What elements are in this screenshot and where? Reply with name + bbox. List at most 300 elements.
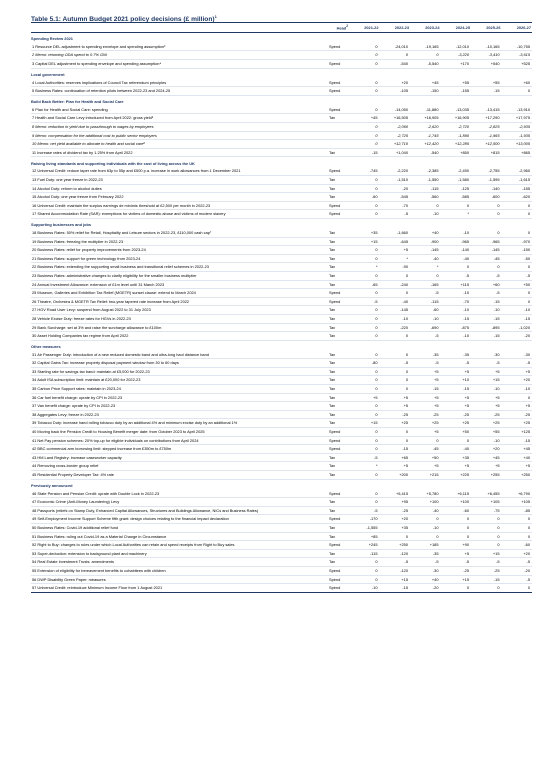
row-value-2024-25: * — [441, 210, 472, 219]
row-value-2021-22: -80 — [349, 359, 380, 368]
row-value-2026-27: -150 — [502, 246, 533, 255]
row-value-2022-23: -105 — [380, 87, 411, 96]
row-value-2023-24: -11,880 — [410, 106, 441, 114]
table-row — [31, 306, 532, 315]
row-value-2022-23: 0 — [380, 428, 411, 437]
row-value-2021-22: +15 — [349, 237, 380, 246]
row-head-type: Tax — [329, 367, 349, 376]
row-value-2021-22: 0 — [349, 60, 380, 69]
row-description: 5 Business Rates: continuation of retention pilots between 2022-23 and 2024-25 — [31, 87, 329, 96]
row-value-2026-27: 0 — [502, 229, 533, 237]
row-value-2024-25: +15 — [441, 575, 472, 584]
row-value-2026-27: -5 — [502, 359, 533, 368]
row-value-2026-27: -25 — [502, 410, 533, 419]
row-value-2023-24: -2,385 — [410, 167, 441, 175]
row-head-type: Spend — [329, 167, 349, 175]
row-value-2026-27: -155 — [502, 184, 533, 193]
row-value-2025-26: +15 — [471, 376, 502, 385]
row-value-2021-22: -1,555 — [349, 523, 380, 532]
row-value-2025-26: -1,965 — [471, 131, 502, 140]
table-row — [31, 376, 532, 385]
row-value-2023-24: -40 — [410, 506, 441, 515]
row-value-2022-23: -70 — [380, 201, 411, 210]
row-value-2025-26: -10,165 — [471, 43, 502, 51]
row-value-2021-22: +85 — [349, 532, 380, 541]
table-row — [31, 176, 532, 185]
row-value-2025-26: +5 — [471, 393, 502, 402]
table-row — [31, 51, 532, 60]
row-value-2022-23: -14,050 — [380, 106, 411, 114]
table-row — [31, 60, 532, 69]
row-value-2023-24: -15 — [410, 385, 441, 394]
row-value-2025-26: +60 — [471, 280, 502, 289]
table-row — [31, 323, 532, 332]
row-value-2026-27: +125 — [502, 428, 533, 437]
row-value-2026-27: +6,790 — [502, 490, 533, 498]
row-value-2023-24: 0 — [410, 532, 441, 541]
row-description: 21 Business Rates: support for green technology from 2023-24 — [31, 254, 329, 263]
row-value-2023-24: 0 — [410, 436, 441, 445]
row-value-2024-25: +25 — [441, 419, 472, 428]
table-body — [31, 32, 532, 592]
row-value-2021-22: -60 — [349, 193, 380, 202]
table-row — [31, 506, 532, 515]
row-value-2021-22: 0 — [349, 254, 380, 263]
row-value-2025-26: 0 — [471, 584, 502, 593]
section-heading-row — [31, 479, 532, 490]
row-value-2022-23: -24,010 — [380, 43, 411, 51]
row-description: 15 Alcohol Duty: one year freeze from February 2022 — [31, 193, 329, 202]
row-description: 31 Air Passenger Duty: introduction of a new reduced domestic band and ultra-long haul distance band — [31, 351, 329, 359]
row-value-2024-25: -3,220 — [441, 51, 472, 60]
row-description: 53 Super-deduction: extension to background plant and machinery — [31, 549, 329, 558]
table-row — [31, 402, 532, 411]
row-value-2022-23: +25 — [380, 419, 411, 428]
table-row — [31, 314, 532, 323]
section-heading: Local government — [31, 68, 532, 79]
row-value-2022-23: +12,710 — [380, 140, 411, 149]
row-value-2022-23: -145 — [380, 306, 411, 315]
row-description: 14 Alcohol Duty: reform to alcohol duties — [31, 184, 329, 193]
row-value-2024-25: -13,035 — [441, 106, 472, 114]
column-header-description — [31, 23, 329, 33]
column-header-2025-26: 2025-26 — [486, 24, 501, 30]
table-row — [31, 193, 532, 202]
row-value-2025-26: -140 — [471, 184, 502, 193]
row-value-2024-25: -10 — [441, 289, 472, 298]
row-value-2022-23: * — [380, 254, 411, 263]
row-value-2021-22: -5 — [349, 453, 380, 462]
row-value-2022-23: -10 — [380, 314, 411, 323]
row-value-2024-25: +5 — [441, 462, 472, 471]
row-value-2026-27: -2,960 — [502, 167, 533, 175]
row-value-2026-27: 0 — [502, 523, 533, 532]
row-value-2025-26: -1,595 — [471, 176, 502, 185]
column-header-2021-22: 2021-22 — [364, 24, 379, 30]
row-value-2022-23: -2,060 — [380, 123, 411, 132]
row-value-2021-22: -65 — [349, 280, 380, 289]
row-description: 28 Vehicle Excise Duty: freeze rates for HGVs in 2022-23 — [31, 314, 329, 323]
row-value-2026-27: 0 — [502, 532, 533, 541]
row-head-type: Tax — [329, 549, 349, 558]
table-row — [31, 332, 532, 341]
row-value-2024-25: -5 — [441, 359, 472, 368]
row-value-2021-22: 0 — [349, 575, 380, 584]
row-value-2026-27: -60 — [502, 541, 533, 550]
row-value-2022-23: -240 — [380, 280, 411, 289]
row-value-2026-27: +20 — [502, 549, 533, 558]
row-value-2024-25: -585 — [441, 193, 472, 202]
row-head-type: Tax — [329, 237, 349, 246]
row-value-2025-26: +255 — [471, 471, 502, 480]
row-value-2021-22: 0 — [349, 498, 380, 507]
row-value-2022-23: -5 — [380, 359, 411, 368]
row-head-type: Tax — [329, 419, 349, 428]
row-value-2024-25: -70 — [441, 297, 472, 306]
row-head-type: Spend — [329, 210, 349, 219]
row-value-2023-24: +215 — [410, 471, 441, 480]
row-value-2023-24: +50 — [410, 453, 441, 462]
row-value-2025-26: 0 — [471, 523, 502, 532]
row-value-2026-27: +105 — [502, 498, 533, 507]
row-head-type: Tax — [329, 114, 349, 123]
row-value-2026-27: 0 — [502, 515, 533, 524]
row-description: 51 Business Rates: ruling out Covid-19 as a Material Change in Circumstance — [31, 532, 329, 541]
row-head-type: Spend — [329, 575, 349, 584]
column-header-2022-23: 2022-23 — [394, 24, 409, 30]
row-value-2026-27: +20 — [502, 376, 533, 385]
table-row — [31, 184, 532, 193]
row-value-2022-23: -545 — [380, 193, 411, 202]
row-value-2023-24: -5,540 — [410, 60, 441, 69]
section-heading-row — [31, 218, 532, 229]
row-value-2025-26: -13,415 — [471, 106, 502, 114]
row-value-2024-25: -40 — [441, 254, 472, 263]
table-row — [31, 297, 532, 306]
row-value-2026-27: +13,005 — [502, 140, 533, 149]
table-row — [31, 436, 532, 445]
table-row — [31, 541, 532, 550]
row-head-type: Tax — [329, 254, 349, 263]
row-value-2025-26: -10 — [471, 436, 502, 445]
row-value-2022-23: -220 — [380, 323, 411, 332]
row-value-2022-23: 0 — [380, 271, 411, 280]
row-value-2022-23: -1,510 — [380, 176, 411, 185]
row-value-2023-24: +40 — [410, 229, 441, 237]
row-value-2025-26: -25 — [471, 410, 502, 419]
table-row — [31, 410, 532, 419]
table-row — [31, 167, 532, 175]
row-value-2022-23: -120 — [380, 549, 411, 558]
table-row — [31, 584, 532, 593]
row-value-2026-27: +17,975 — [502, 114, 533, 123]
row-value-2022-23: -15 — [380, 584, 411, 593]
row-value-2025-26: +6,455 — [471, 490, 502, 498]
row-value-2023-24: +5,780 — [410, 490, 441, 498]
row-value-2026-27: -10,755 — [502, 43, 533, 51]
row-head-type: Tax — [329, 306, 349, 315]
row-value-2026-27: +40 — [502, 453, 533, 462]
row-value-2025-26: +105 — [471, 498, 502, 507]
row-value-2023-24: +100 — [410, 498, 441, 507]
row-value-2021-22: +45 — [349, 114, 380, 123]
table-row — [31, 428, 532, 437]
row-description: 34 Adult ISA subscription limit: maintain at £20,000 for 2022-23 — [31, 376, 329, 385]
row-value-2023-24: +40 — [410, 575, 441, 584]
row-description: 25 Museum, Galleries and Exhibition Tax Relief (MGETR) sunset clause: extend to March 2024 — [31, 289, 329, 298]
row-value-2021-22: 0 — [349, 566, 380, 575]
row-value-2022-23: -1,660 — [380, 229, 411, 237]
row-value-2024-25: +225 — [441, 471, 472, 480]
row-head-type: Spend — [329, 79, 349, 87]
row-description: 16 Universal Credit: maintain the surplus earnings de minimis threshold at £2,500 per month in 2022-23 — [31, 201, 329, 210]
row-value-2024-25: -60 — [441, 506, 472, 515]
table-row — [31, 532, 532, 541]
row-value-2023-24: -115 — [410, 297, 441, 306]
table-row — [31, 148, 532, 157]
table-row — [31, 558, 532, 567]
table-row — [31, 123, 532, 132]
row-value-2025-26: -10 — [471, 306, 502, 315]
section-heading: Other measures — [31, 340, 532, 351]
row-value-2026-27: -30 — [502, 351, 533, 359]
row-value-2026-27: +865 — [502, 148, 533, 157]
row-value-2026-27: +5 — [502, 462, 533, 471]
row-value-2022-23: -25 — [380, 410, 411, 419]
row-value-2021-22: 0 — [349, 271, 380, 280]
row-description: 4 Local Authorities: reserves implications of Council Tax referendum principles — [31, 79, 329, 87]
row-value-2022-23: +16,505 — [380, 114, 411, 123]
section-heading-row — [31, 32, 532, 43]
row-value-2021-22: 0 — [349, 123, 380, 132]
row-value-2021-22: 0 — [349, 131, 380, 140]
row-value-2026-27: -15 — [502, 436, 533, 445]
row-value-2025-26: +55 — [471, 79, 502, 87]
row-description: 44 Removing cross-border group relief — [31, 462, 329, 471]
row-description: 38 Aggregates Levy: freeze in 2022-23 — [31, 410, 329, 419]
row-head-type — [329, 140, 349, 149]
row-value-2026-27: +525 — [502, 60, 533, 69]
row-description: 55 Extension of eligibility for bereavement benefits to cohabitees with children — [31, 566, 329, 575]
row-value-2022-23: -15 — [380, 445, 411, 454]
row-value-2022-23: 0 — [380, 436, 411, 445]
row-head-type: Spend — [329, 428, 349, 437]
row-value-2025-26: +5 — [471, 402, 502, 411]
table-row — [31, 131, 532, 140]
row-value-2024-25: +12,285 — [441, 140, 472, 149]
row-value-2025-26: -15 — [471, 575, 502, 584]
row-value-2023-24: -25 — [410, 410, 441, 419]
row-description: 6 Plan for Health and Social Care: spending — [31, 106, 329, 114]
section-heading: Build Back Better: Plan for Health and Social Care — [31, 95, 532, 106]
row-value-2021-22: 0 — [349, 51, 380, 60]
table-row — [31, 87, 532, 96]
row-head-type: Spend — [329, 43, 349, 51]
row-head-type: Spend — [329, 584, 349, 593]
row-description: 54 Real Estate Investment Trusts: amendments — [31, 558, 329, 567]
row-value-2022-23: +15 — [380, 575, 411, 584]
row-value-2021-22: 0 — [349, 410, 380, 419]
row-value-2025-26: +540 — [471, 60, 502, 69]
column-header-head: Head$^2$ — [336, 24, 348, 31]
column-header-2023-24: 2023-24 — [425, 24, 440, 30]
row-value-2023-24: -5 — [410, 332, 441, 341]
row-head-type: Tax — [329, 523, 349, 532]
row-head-type: Tax — [329, 193, 349, 202]
row-head-type: Tax — [329, 280, 349, 289]
row-head-type: Spend — [329, 566, 349, 575]
row-head-type: Tax — [329, 148, 349, 157]
row-value-2023-24: +45 — [410, 79, 441, 87]
row-value-2026-27: +60 — [502, 79, 533, 87]
row-value-2024-25: +850 — [441, 148, 472, 157]
row-head-type: Tax — [329, 498, 349, 507]
row-value-2024-25: -10 — [441, 229, 472, 237]
row-value-2024-25: +5 — [441, 549, 472, 558]
table-row — [31, 246, 532, 255]
row-head-type: Spend — [329, 106, 349, 114]
row-value-2021-22: 0 — [349, 351, 380, 359]
row-value-2026-27: 0 — [502, 210, 533, 219]
table-row — [31, 385, 532, 394]
row-value-2021-22: 0 — [349, 385, 380, 394]
row-value-2024-25: +10 — [441, 376, 472, 385]
row-value-2023-24: -5 — [410, 359, 441, 368]
row-head-type: Tax — [329, 471, 349, 480]
row-value-2023-24: -10 — [410, 314, 441, 323]
row-value-2022-23: +65 — [380, 453, 411, 462]
row-description: 17 Shared Accommodation Rate (SAR): exemptions for victims of domestic abuse and victims of modern slavery — [31, 210, 329, 219]
row-value-2025-26: -25 — [471, 566, 502, 575]
row-head-type: Tax — [329, 351, 349, 359]
table-row — [31, 490, 532, 498]
row-description: 35 Carbon Price Support rates: maintain in 2023-24 — [31, 385, 329, 394]
row-value-2022-23: -5 — [380, 210, 411, 219]
row-value-2021-22: * — [349, 462, 380, 471]
row-value-2026-27: -50 — [502, 254, 533, 263]
row-head-type: Tax — [329, 506, 349, 515]
row-description: 9 Memo: compensation for the additional cost to public sector employers — [31, 131, 329, 140]
row-value-2021-22: 0 — [349, 558, 380, 567]
row-value-2023-24: -145 — [410, 246, 441, 255]
row-value-2025-26: 0 — [471, 229, 502, 237]
row-description: 11 Increase rates of dividend tax by 1.25% from April 2022 — [31, 148, 329, 157]
row-value-2026-27: -10 — [502, 385, 533, 394]
row-value-2023-24: +5 — [410, 428, 441, 437]
row-value-2023-24: 0 — [410, 271, 441, 280]
row-value-2024-25: 0 — [441, 523, 472, 532]
row-value-2023-24: * — [410, 263, 441, 272]
row-value-2023-24: -150 — [410, 87, 441, 96]
row-value-2021-22: -170 — [349, 515, 380, 524]
row-value-2021-22: 0 — [349, 323, 380, 332]
row-head-type: Tax — [329, 558, 349, 567]
table-row — [31, 254, 532, 263]
table-row — [31, 453, 532, 462]
row-value-2026-27: -10 — [502, 306, 533, 315]
row-value-2026-27: +50 — [502, 280, 533, 289]
row-value-2023-24: +185 — [410, 541, 441, 550]
row-value-2025-26: +20 — [471, 445, 502, 454]
row-description: 49 Self-Employment Income Support Scheme fifth grant: design choices relating to the financial impact declaration — [31, 515, 329, 524]
row-value-2025-26: -10 — [471, 385, 502, 394]
row-value-2021-22: 0 — [349, 314, 380, 323]
table-row — [31, 237, 532, 246]
row-value-2021-22: 0 — [349, 367, 380, 376]
row-value-2025-26: -5 — [471, 558, 502, 567]
row-value-2021-22: 0 — [349, 43, 380, 51]
row-value-2023-24: -10 — [410, 210, 441, 219]
row-value-2026-27: 0 — [502, 393, 533, 402]
row-head-type: Spend — [329, 289, 349, 298]
row-value-2026-27: +25 — [502, 419, 533, 428]
row-value-2024-25: 0 — [441, 584, 472, 593]
row-head-type — [329, 131, 349, 140]
row-value-2024-25: -5 — [441, 271, 472, 280]
row-value-2025-26: -15 — [471, 87, 502, 96]
row-value-2024-25: -965 — [441, 237, 472, 246]
row-head-type: Spend — [329, 541, 349, 550]
row-description: 57 Universal Credit: reintroduce Minimum Income Floor from 1 August 2021 — [31, 584, 329, 593]
row-value-2024-25: -40 — [441, 445, 472, 454]
row-value-2024-25: +100 — [441, 498, 472, 507]
row-value-2021-22: 0 — [349, 428, 380, 437]
row-value-2025-26: -145 — [471, 246, 502, 255]
row-description: 36 Car fuel benefit charge: uprate by CPI in 2022-23 — [31, 393, 329, 402]
row-value-2026-27: 0 — [502, 289, 533, 298]
row-value-2025-26: 0 — [471, 532, 502, 541]
section-heading: Spending Review 2021 — [31, 32, 532, 43]
row-value-2021-22: 0 — [349, 106, 380, 114]
row-value-2026-27: 0 — [502, 201, 533, 210]
row-head-type: Spend — [329, 297, 349, 306]
row-value-2025-26: -5 — [471, 271, 502, 280]
row-head-type: Tax — [329, 359, 349, 368]
section-heading: Supporting businesses and jobs — [31, 218, 532, 229]
row-value-2023-24: -560 — [410, 193, 441, 202]
row-value-2024-25: +90 — [441, 541, 472, 550]
row-value-2023-24: -10 — [410, 523, 441, 532]
row-value-2026-27: -3,615 — [502, 51, 533, 60]
row-description: 45 Residential Property Developer Tax: 4% rate — [31, 471, 329, 480]
row-value-2022-23: 0 — [380, 385, 411, 394]
row-value-2026-27: -1,020 — [502, 323, 533, 332]
row-value-2026-27: -5 — [502, 271, 533, 280]
row-value-2025-26: -5 — [471, 359, 502, 368]
row-value-2025-26: -2,825 — [471, 123, 502, 132]
row-value-2026-27: -620 — [502, 193, 533, 202]
row-value-2023-24: +5 — [410, 376, 441, 385]
row-value-2023-24: -19,165 — [410, 43, 441, 51]
table-row — [31, 289, 532, 298]
row-value-2024-25: -875 — [441, 323, 472, 332]
row-value-2026-27: -1,935 — [502, 131, 533, 140]
row-value-2026-27: 0 — [502, 297, 533, 306]
row-value-2023-24: -30 — [410, 566, 441, 575]
row-description: 13 Fuel Duty: one year freeze in 2022-23 — [31, 176, 329, 185]
row-head-type: Tax — [329, 532, 349, 541]
row-value-2022-23: +95 — [380, 498, 411, 507]
row-value-2024-25: -5 — [441, 558, 472, 567]
row-value-2023-24: -5 — [410, 289, 441, 298]
row-value-2024-25: +35 — [441, 453, 472, 462]
row-value-2026-27: -970 — [502, 237, 533, 246]
row-value-2023-24: +5 — [410, 393, 441, 402]
row-description: 22 Business Rates: extending the supporting small business and transitional relief schemes in 2022-23 — [31, 263, 329, 272]
row-value-2022-23: 0 — [380, 289, 411, 298]
row-value-2022-23: -20 — [380, 184, 411, 193]
row-value-2021-22: 0 — [349, 184, 380, 193]
